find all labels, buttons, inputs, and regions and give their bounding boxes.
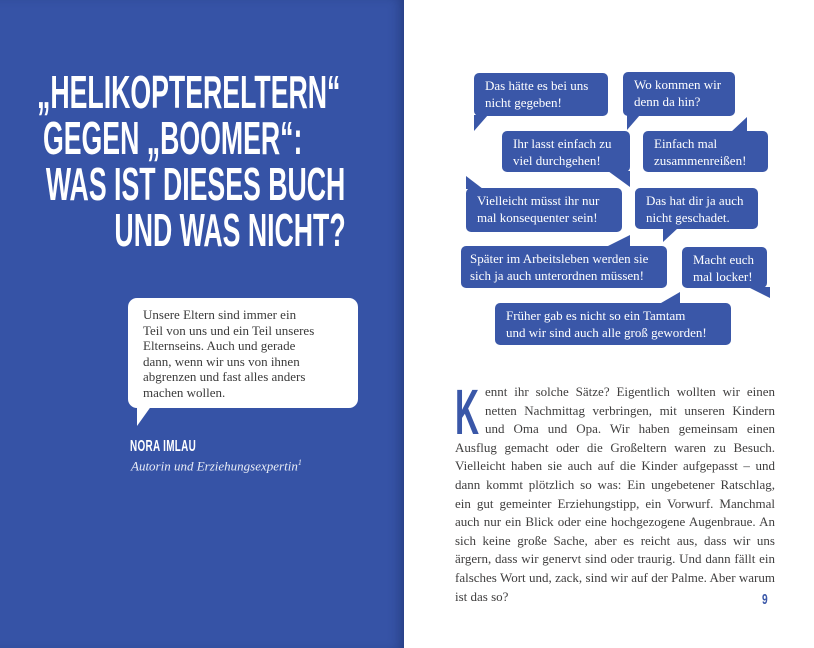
speech-bubble (495, 303, 731, 345)
speech-bubble-tail (663, 228, 678, 242)
speech-bubble-tail (748, 287, 770, 298)
chapter-title-line-3: WAS IST DIESES BUCH (45, 158, 345, 210)
right-book-page (404, 0, 814, 648)
quote-line: abgrenzen und fast alles anders (143, 369, 306, 385)
page-number: 9 (762, 591, 768, 608)
quote-line: Elternseins. Auch und gerade (143, 338, 296, 354)
speech-bubble-tail (606, 235, 630, 247)
dropcap-letter: K (455, 376, 480, 448)
bubble-line: Das hätte es bei uns (485, 78, 589, 93)
quote-line: Teil von uns und ein Teil unseres (143, 322, 315, 338)
bubble-line: und wir sind auch alle groß geworden! (506, 325, 707, 340)
speech-bubble-tail (661, 292, 680, 303)
bubble-line: Das hat dir ja auch (646, 193, 744, 208)
bubble-line: viel durchgehen! (513, 153, 601, 168)
bubble-line: Vielleicht müsst ihr nur (477, 193, 600, 208)
speech-bubble (682, 247, 767, 288)
quote-line: dann, wenn wir uns von ihnen (143, 353, 300, 369)
bubble-line: Später im Arbeitsleben werden sie (470, 251, 649, 266)
chapter-title-line-4: UND WAS NICHT? (114, 204, 346, 256)
author-name: NORA IMLAU (130, 438, 197, 455)
author-quote-bubble (128, 298, 358, 408)
bubble-line: nicht gegeben! (485, 95, 562, 110)
bubble-line: zusammenreißen! (654, 153, 747, 168)
speech-bubble (474, 73, 608, 116)
bubble-line: mal locker! (693, 269, 753, 284)
speech-bubble (461, 246, 667, 288)
speech-bubble (466, 188, 622, 232)
body-paragraph-text: ennt ihr solche Sätze? Eigentlich wollten wir einen netten Nachmittag verbringen, mit unseren Kindern und Oma und Opa. Wir haben gemeinsam einen Ausflug gemacht oder die Großeltern waren zu Besuch. Vielleicht haben sie auch auf die Kinder aufgepasst – und dann kommt plötzlich so was: Ein ungebetener Ratschlag, ein gut gemeinter Erziehungstipp, ein Vorwurf. Manchmal auch nur ein Blick oder eine hochgezogene Augenbraue. An sich keine große Sache, aber es reicht aus, dass wir uns ärgern, dass wir genervt sind oder traurig. Und dann fällt ein falsches Wort und, zack, sind wir auf der Palme. Aber warum ist das so? (455, 384, 775, 604)
speech-bubble-tail (474, 115, 488, 131)
bubble-line: Früher gab es nicht so ein Tamtam (506, 308, 686, 323)
bubble-line: Einfach mal (654, 136, 718, 151)
author-role (131, 458, 302, 474)
left-book-page (0, 0, 404, 648)
speech-bubble (635, 188, 758, 229)
bubble-line: Ihr lasst einfach zu (513, 136, 612, 151)
bubble-line: Wo kommen wir (634, 77, 722, 92)
footnote-marker: 1 (297, 458, 302, 467)
bubble-line: mal konsequenter sein! (477, 210, 598, 225)
speech-bubble-tail (627, 115, 640, 130)
bubble-line: Macht euch (693, 252, 755, 267)
quote-bubble-tail (137, 405, 152, 426)
quote-line: machen wollen. (143, 384, 226, 400)
quote-line: Unsere Eltern sind immer ein (143, 307, 297, 322)
bubble-line: sich ja auch unterordnen müssen! (470, 268, 645, 283)
speech-bubble-tail (466, 176, 483, 189)
bubble-line: nicht geschadet. (646, 210, 730, 225)
author-role-text: Autorin und Erziehungsexpertin (131, 458, 298, 474)
speech-bubble-tail (731, 117, 747, 132)
speech-bubble (502, 131, 630, 172)
bubble-line: denn da hin? (634, 94, 701, 109)
speech-bubble (623, 72, 735, 116)
chapter-title-line-2: GEGEN „BOOMER“: (43, 112, 303, 164)
speech-bubble-tail (608, 171, 630, 187)
body-paragraph (455, 376, 775, 606)
chapter-title-line-1: „HELIKOPTERELTERN“ (37, 66, 341, 118)
speech-bubble (643, 131, 768, 172)
